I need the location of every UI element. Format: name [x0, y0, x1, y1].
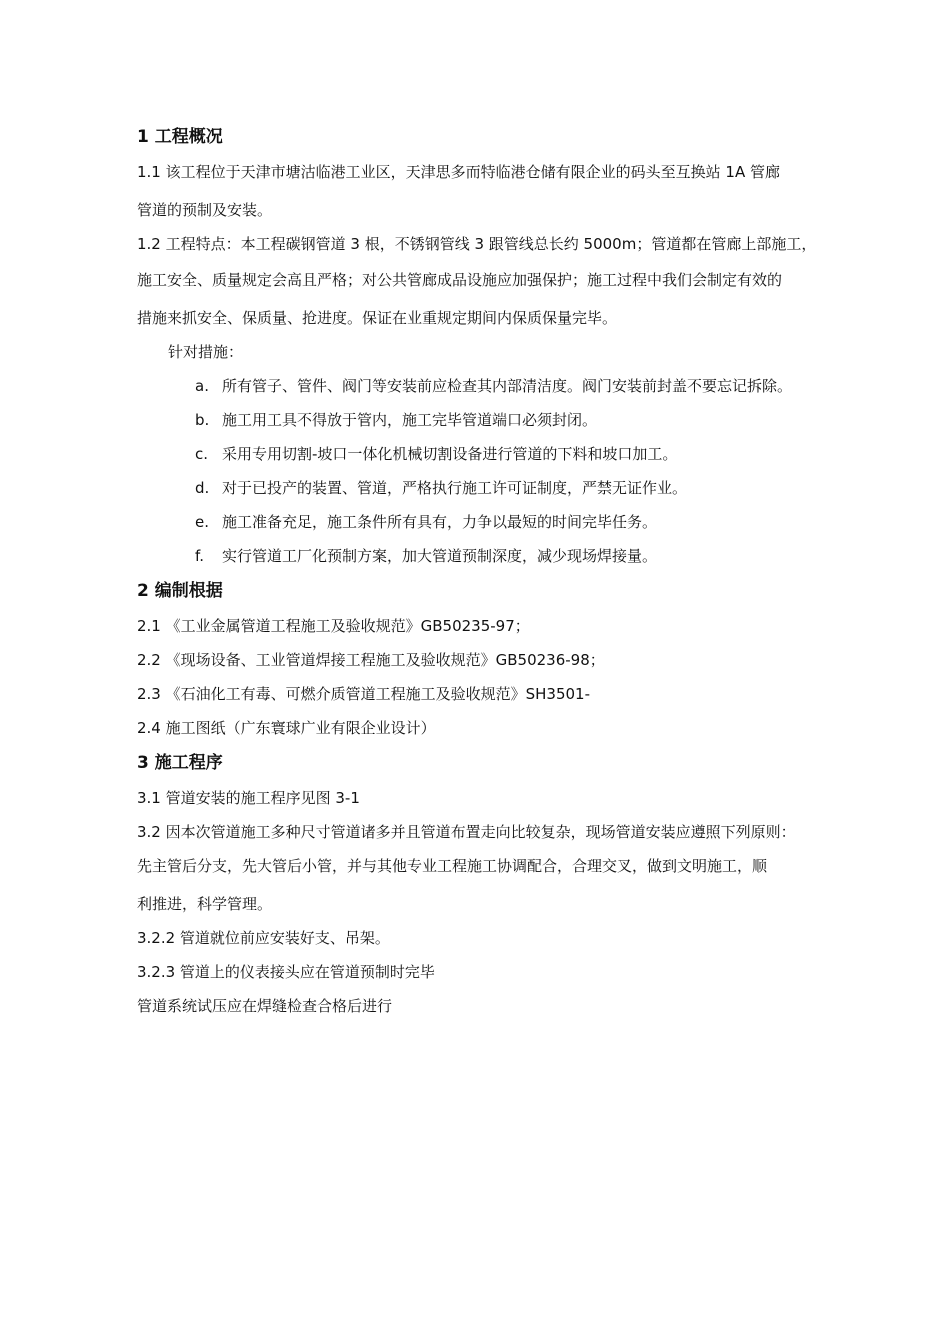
measure-letter: a.	[195, 377, 209, 395]
measure-text: 实行管道工厂化预制方案，加大管道预制深度，减少现场焊接量。	[222, 547, 658, 565]
procedure-line: 3.2.3 管道上的仪表接头应在管道预制时完毕	[137, 963, 435, 981]
measure-letter: f.	[195, 547, 204, 565]
measure-item	[195, 546, 657, 566]
reference-item: 2.2 《现场设备、工业管道焊接工程施工及验收规范》GB50236-98；	[137, 651, 605, 669]
measure-item	[195, 376, 792, 396]
measure-letter: b.	[195, 411, 210, 429]
measure-text: 施工准备充足，施工条件所有具有，力争以最短的时间完毕任务。	[222, 513, 658, 531]
procedure-line: 利推进，科学管理。	[137, 895, 273, 913]
section-3-heading: 3 施工程序	[137, 753, 223, 773]
measure-item	[195, 478, 687, 498]
measure-item	[195, 512, 657, 532]
paragraph-1-1-line-1: 1.1 该工程位于天津市塘沽临港工业区，天津思多而特临港仓储有限企业的码头至互换站 1A 管廊	[137, 163, 780, 181]
measure-item	[195, 444, 677, 464]
measures-label: 针对措施：	[168, 343, 244, 361]
reference-item: 2.1 《工业金属管道工程施工及验收规范》GB50235-97；	[137, 617, 530, 635]
reference-item: 2.3 《石油化工有毒、可燃介质管道工程施工及验收规范》SH3501-	[137, 685, 591, 703]
section-1-heading: 1 工程概况	[137, 127, 223, 147]
paragraph-1-2-line-2: 施工安全、质量规定会高且严格；对公共管廊成品设施应加强保护；施工过程中我们会制定有效的	[137, 271, 783, 289]
measure-letter: e.	[195, 513, 209, 531]
measure-text: 对于已投产的装置、管道，严格执行施工许可证制度，严禁无证作业。	[222, 479, 688, 497]
procedure-line: 3.2 因本次管道施工多种尺寸管道诸多并且管道布置走向比较复杂，现场管道安装应遵照下列原则：	[137, 823, 796, 841]
measure-letter: c.	[195, 445, 209, 463]
procedure-line: 3.1 管道安装的施工程序见图 3-1	[137, 789, 360, 807]
measure-letter: d.	[195, 479, 210, 497]
paragraph-1-2-line-1: 1.2 工程特点：本工程碳钢管道 3 根，不锈钢管线 3 跟管线总长约 5000m；管道都在管廊上部施工，	[137, 235, 817, 253]
measure-text: 采用专用切割-坡口一体化机械切割设备进行管道的下料和坡口加工。	[222, 445, 678, 463]
measure-item	[195, 410, 597, 430]
procedure-line: 先主管后分支，先大管后小管，并与其他专业工程施工协调配合，合理交叉，做到文明施工，顺	[137, 857, 768, 875]
section-2-heading: 2 编制根据	[137, 581, 223, 601]
procedure-line: 管道系统试压应在焊缝检查合格后进行	[137, 997, 393, 1015]
measure-text: 所有管子、管件、阀门等安装前应检查其内部清洁度。阀门安装前封盖不要忘记拆除。	[222, 377, 793, 395]
paragraph-1-1-line-2: 管道的预制及安装。	[137, 201, 273, 219]
measure-text: 施工用工具不得放于管内，施工完毕管道端口必须封闭。	[222, 411, 598, 429]
reference-item: 2.4 施工图纸（广东寰球广业有限企业设计）	[137, 719, 436, 737]
procedure-line: 3.2.2 管道就位前应安装好支、吊架。	[137, 929, 390, 947]
paragraph-1-2-line-3: 措施来抓安全、保质量、抢进度。保证在业重规定期间内保质保量完毕。	[137, 309, 618, 327]
